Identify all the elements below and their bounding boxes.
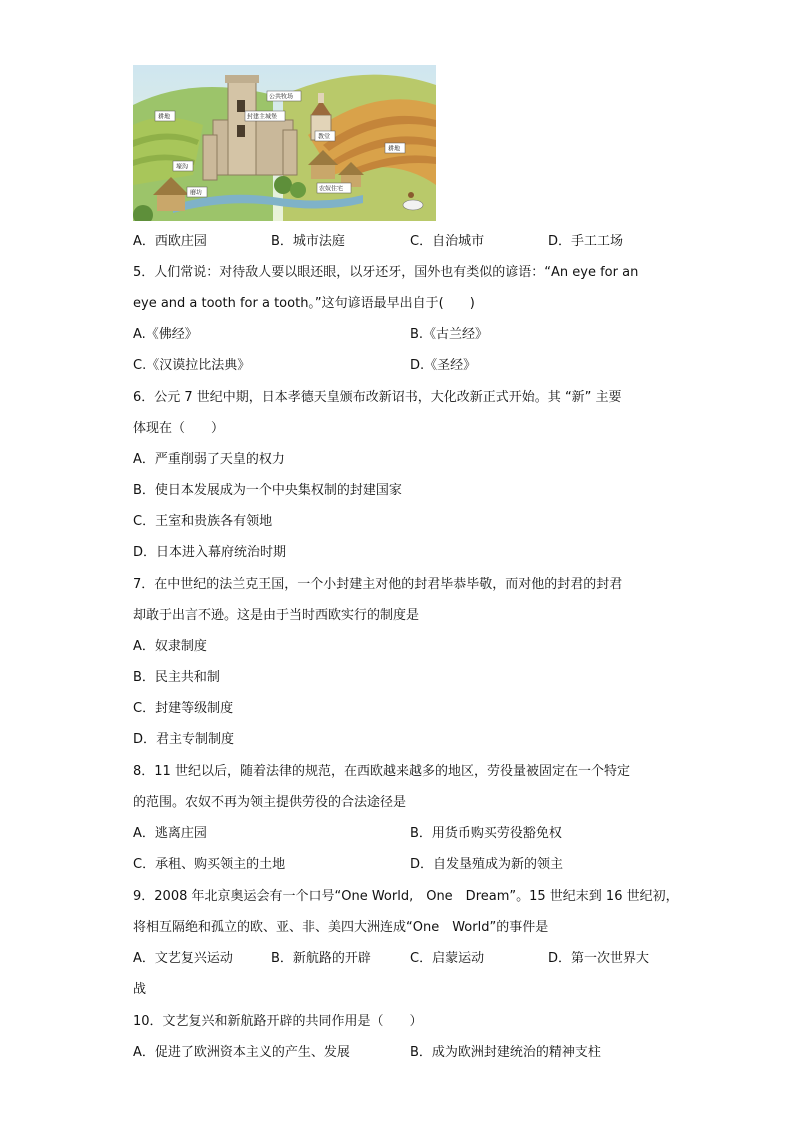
q6-option-c: C．王室和贵族各有领地 — [133, 514, 273, 529]
q8-stem-line1: 8．11 世纪以后，随着法律的规范，在西欧越来越多的地区，劳役量被固定在一个特定 — [133, 764, 630, 779]
q7-option-a: A．奴隶制度 — [133, 639, 207, 654]
svg-text:农奴住宅: 农奴住宅 — [319, 185, 344, 193]
q9-option-c: C．启蒙运动 — [410, 951, 485, 966]
label-farmland-right — [385, 143, 405, 153]
q8-stem-line2: 的范围。农奴不再为领主提供劳役的合法途径是 — [133, 795, 407, 810]
q9-stem-line1: 9．2008 年北京奥运会有一个口号“One World, One Dream”。15 世纪末到 16 世纪初， — [133, 889, 679, 904]
label-serf-housing — [317, 183, 351, 193]
q6-stem-line2: 体现在（ ） — [133, 421, 225, 436]
q4-option-b: B．城市法庭 — [271, 234, 345, 249]
q6-stem-line1: 6．公元 7 世纪中期，日本孝德天皇颁布改新诏书，大化改新正式开始。其 “新” 主要 — [133, 390, 622, 405]
q5-option-a: A.《佛经》 — [133, 327, 198, 342]
q9-stem-line2: 将相互隔绝和孤立的欧、亚、非、美四大洲连成“One World”的事件是 — [133, 920, 549, 935]
label-farmland-left — [155, 111, 175, 121]
q10-option-a: A．促进了欧洲资本主义的产生、发展 — [133, 1045, 350, 1060]
q10-stem-line1: 10．文艺复兴和新航路开辟的共同作用是（ ） — [133, 1014, 423, 1029]
svg-text:壕沟: 壕沟 — [176, 163, 189, 171]
q5-stem-line2: eye and a tooth for a tooth。”这句谚语最早出自于( ) — [133, 296, 475, 311]
svg-text:耕地: 耕地 — [388, 145, 401, 153]
svg-text:教堂: 教堂 — [318, 133, 331, 141]
q7-option-d: D．君主专制制度 — [133, 732, 235, 747]
q5-option-c: C.《汉谟拉比法典》 — [133, 358, 251, 373]
q8-option-b: B．用货币购买劳役豁免权 — [410, 826, 562, 841]
q6-option-a: A．严重削弱了天皇的权力 — [133, 452, 285, 467]
svg-text:耕地: 耕地 — [158, 113, 171, 121]
q10-option-b: B．成为欧洲封建统治的精神支柱 — [410, 1045, 601, 1060]
q8-option-a: A．逃离庄园 — [133, 826, 207, 841]
q7-stem-line1: 7．在中世纪的法兰克王国，一个小封建主对他的封君毕恭毕敬，而对他的封君的封君 — [133, 577, 623, 592]
svg-text:封建主城堡: 封建主城堡 — [247, 113, 278, 121]
q9-option-d: D．第一次世界大 — [548, 951, 650, 966]
q5-option-d: D.《圣经》 — [410, 358, 477, 373]
svg-text:公共牧场: 公共牧场 — [269, 93, 294, 101]
q5-stem-line1: 5．人们常说：对待敌人要以眼还眼，以牙还牙，国外也有类似的谚语：“An eye for an — [133, 265, 639, 280]
label-pasture — [267, 91, 301, 101]
q9-option-a: A．文艺复兴运动 — [133, 951, 233, 966]
label-ditch — [173, 161, 193, 171]
manor-illustration — [133, 65, 436, 221]
q7-option-b: B．民主共和制 — [133, 670, 220, 685]
q7-stem-line2: 却敢于出言不逊。这是由于当时西欧实行的制度是 — [133, 608, 420, 623]
q8-option-d: D．自发垦殖成为新的领主 — [410, 857, 564, 872]
q9-option-d-wrap: 战 — [133, 982, 147, 997]
label-mill — [187, 187, 207, 197]
q9-option-b: B．新航路的开辟 — [271, 951, 371, 966]
label-manor-house — [245, 111, 285, 121]
q4-option-c: C．自治城市 — [410, 234, 485, 249]
q8-option-c: C．承租、购买领主的土地 — [133, 857, 286, 872]
svg-text:磨坊: 磨坊 — [190, 189, 203, 197]
label-church — [315, 131, 335, 141]
q6-option-b: B．使日本发展成为一个中央集权制的封建国家 — [133, 483, 402, 498]
q6-option-d: D．日本进入幕府统治时期 — [133, 545, 287, 560]
q5-option-b: B.《古兰经》 — [410, 327, 489, 342]
q7-option-c: C．封建等级制度 — [133, 701, 234, 716]
q4-option-d: D．手工工场 — [548, 234, 624, 249]
q4-option-a: A．西欧庄园 — [133, 234, 207, 249]
